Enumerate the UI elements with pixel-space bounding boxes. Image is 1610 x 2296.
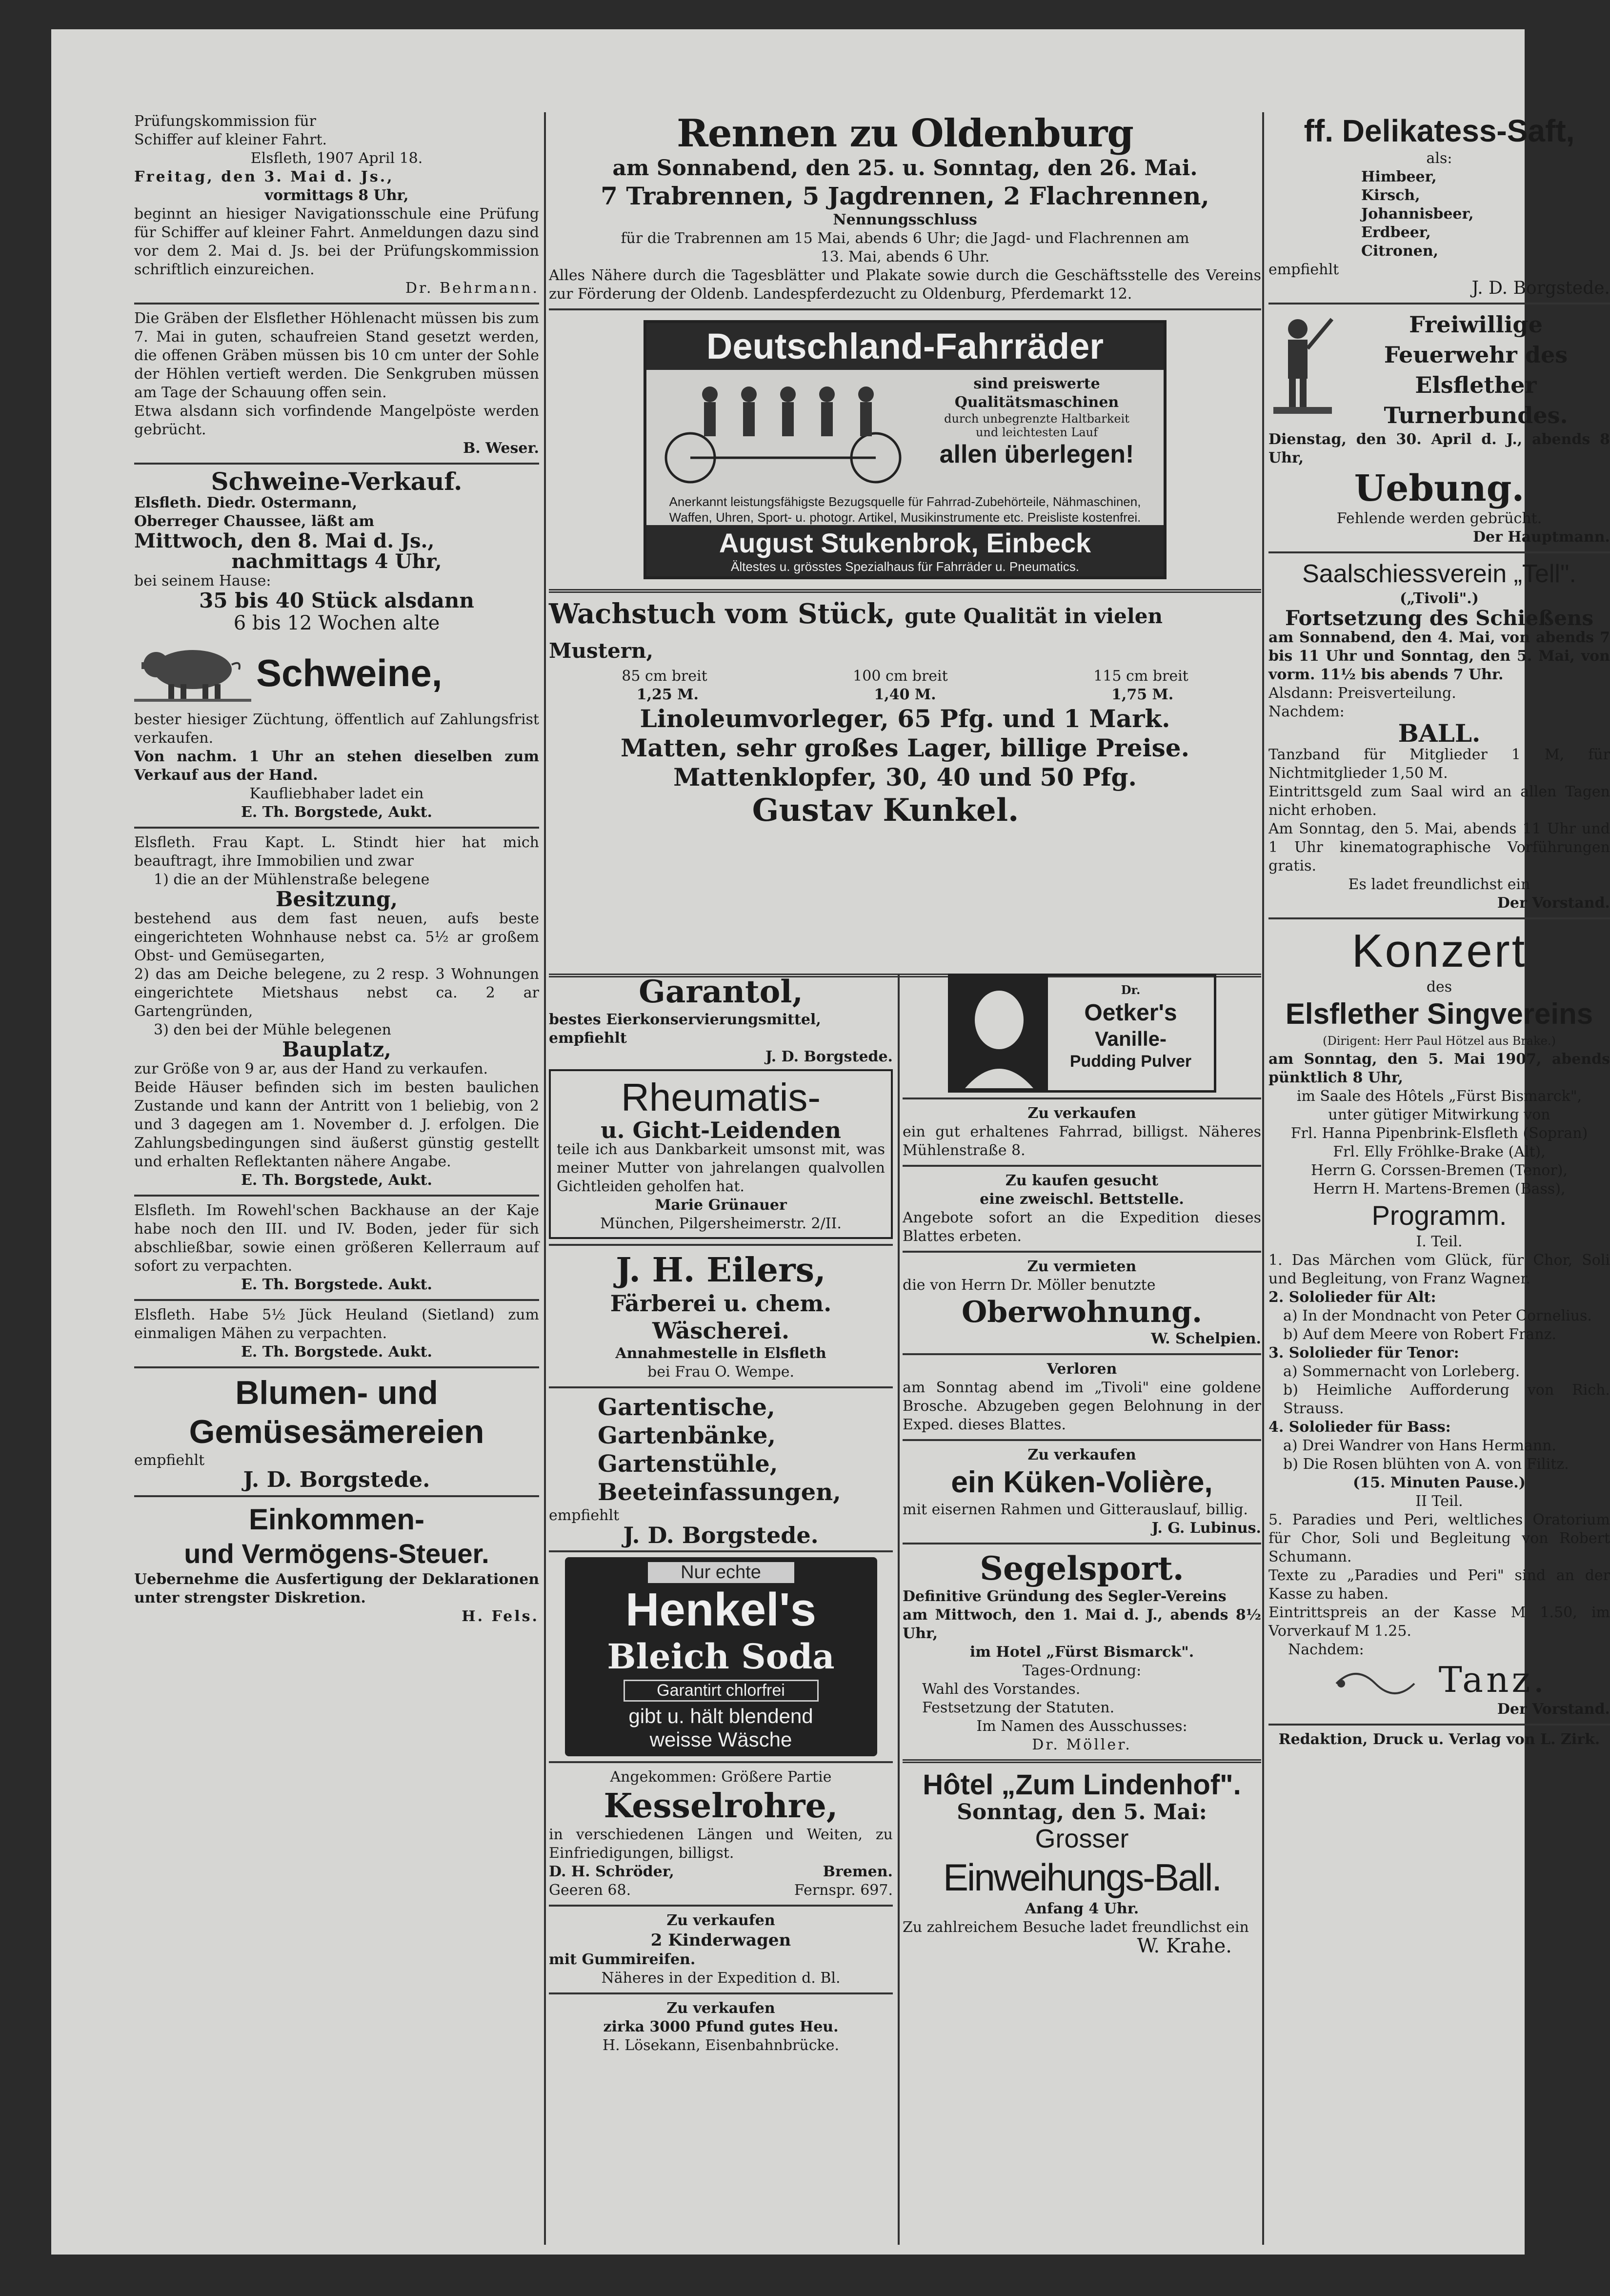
program-item: a) Drei Wandrer von Hans Hermann. bbox=[1283, 1437, 1556, 1454]
signature: J. G. Lubinus. bbox=[1151, 1520, 1261, 1537]
signature: J. D. Borgstede. bbox=[623, 1522, 819, 1548]
divider bbox=[549, 1761, 893, 1763]
graeben-notice bbox=[134, 309, 539, 458]
column-middle-left bbox=[549, 974, 893, 2245]
ad-title: Gemüsesämereien bbox=[189, 1413, 484, 1450]
divider bbox=[549, 1550, 893, 1552]
divider bbox=[903, 1439, 1261, 1441]
signature: J. D. Borgstede. bbox=[765, 1048, 893, 1065]
program-item: a) In der Mondnacht von Peter Cornelius. bbox=[1283, 1307, 1592, 1324]
time: nachmittags 4 Uhr, bbox=[231, 550, 442, 573]
performer: Herrn H. Martens-Bremen (Bass), bbox=[1313, 1180, 1566, 1198]
rennen-ad bbox=[549, 112, 1261, 304]
newspaper-page bbox=[51, 29, 1610, 2255]
ad-title: ein Küken-Volière, bbox=[951, 1465, 1213, 1499]
product-name: Pudding Pulver bbox=[1069, 1052, 1192, 1071]
performer: Frl. Hanna Pipenbrink-Elsfleth (Sopran) bbox=[1290, 1125, 1588, 1142]
column-rule bbox=[1262, 112, 1264, 2245]
date: Sonntag, den 5. Mai: bbox=[957, 1800, 1207, 1825]
body-text: bestes Eierkonservierungsmittel, empfiehlt bbox=[549, 1011, 821, 1047]
brosche-ad bbox=[903, 1360, 1261, 1434]
signature: Dr. Behrmann. bbox=[405, 280, 539, 297]
signature: W. Krahe. bbox=[1137, 1935, 1232, 1957]
heu-ad bbox=[549, 1999, 893, 2055]
program-item: 4. Sololieder für Bass: bbox=[1268, 1419, 1451, 1436]
text-line: Angekommen: Größere Partie bbox=[610, 1768, 832, 1786]
divider bbox=[1268, 1724, 1610, 1726]
ad-top-label: Nur echte bbox=[648, 1562, 794, 1583]
divider bbox=[549, 589, 1261, 593]
list-item: Kirsch, bbox=[1361, 187, 1420, 204]
signature: W. Schelpien. bbox=[1151, 1330, 1261, 1347]
claim: gibt u. hält blendend bbox=[628, 1705, 813, 1727]
body-text: Beide Häuser befinden sich im besten baulichen Zustande und kann der Antritt von 1 beliebig, von 2 und 3 dagegen am 1. November d. J. erfolgen. Die Zahlungsbedingungen sind äußerst günstig gestellt und erhalten Reflektanten nähere Angabe. bbox=[134, 1079, 539, 1170]
signature: H. Lösekann, Eisenbahnbrücke. bbox=[603, 2037, 839, 2054]
offer-line: Linoleumvorleger, 65 Pfg. und 1 Mark. bbox=[640, 704, 1170, 733]
divider bbox=[1268, 551, 1610, 553]
divider bbox=[549, 1244, 893, 1246]
divider bbox=[134, 303, 539, 305]
address: München, Pilgersheimerstr. 2/II. bbox=[600, 1215, 842, 1232]
text-line: Grosser bbox=[1035, 1824, 1129, 1853]
body-text: teile ich aus Dankbarkeit umsonst mit, was meiner Mutter von jahrelangen qualvollen Gichtleiden geholfen hat. bbox=[557, 1141, 885, 1195]
text-line: Annahmestelle in Elsfleth bbox=[615, 1345, 826, 1362]
list-item: 1) die an der Mühlenstraße belegene bbox=[154, 871, 430, 888]
ad-headline: Tanz. bbox=[1438, 1659, 1548, 1700]
performer: Frl. Elly Fröhlke-Brake (Alt), bbox=[1333, 1143, 1546, 1160]
invite: Es ladet freundlichst ein bbox=[1348, 876, 1530, 893]
pruefung-notice bbox=[134, 112, 539, 298]
ad-title: Deutschland-Fahrräder bbox=[706, 326, 1104, 366]
program-item: 3. Sololieder für Tenor: bbox=[1268, 1344, 1459, 1361]
divider bbox=[549, 1905, 893, 1907]
body-text: Elsfleth. Habe 5½ Jück Heuland (Sietland) zum einmaligen Mähen zu verpachten. bbox=[134, 1306, 539, 1342]
fahrrad-verkauf-ad bbox=[903, 1104, 1261, 1160]
pig-icon bbox=[134, 635, 251, 711]
ad-title: Oberwohnung. bbox=[961, 1295, 1202, 1329]
text-line: die von Herrn Dr. Möller benutzte bbox=[903, 1277, 1156, 1294]
ad-title: Saalschiessverein „Tell". bbox=[1302, 560, 1576, 588]
body-text: Am Sonntag, den 5. Mai, abends 11 Uhr und 1 Uhr kinematographische Vorführungen gratis. bbox=[1268, 820, 1610, 874]
text-line: Fehlende werden gebrücht. bbox=[1336, 510, 1542, 527]
program-item: 2. Sololieder für Alt: bbox=[1268, 1289, 1436, 1306]
list-item: Festsetzung der Statuten. bbox=[922, 1699, 1115, 1716]
text-line: Nachdem: bbox=[1288, 1641, 1364, 1658]
body-text: in verschiedenen Längen und Weiten, zu Einfriedigungen, billigst. bbox=[549, 1826, 893, 1862]
ad-title: Konzert bbox=[1351, 925, 1527, 977]
name: Marie Grünauer bbox=[655, 1197, 787, 1214]
ad-headline: Einweihungs-Ball. bbox=[943, 1856, 1221, 1899]
feuerwehr-ad bbox=[1268, 309, 1610, 547]
body-text: Elsfleth. Frau Kapt. L. Stindt hier hat mich beauftragt, ihre Immobilien und zwar bbox=[134, 834, 539, 870]
list-item: Gartenstühle, bbox=[598, 1450, 778, 1478]
dates: am Sonnabend, den 25. u. Sonntag, den 26. Mai. bbox=[612, 156, 1198, 181]
signature: E. Th. Borgstede, Aukt. bbox=[241, 804, 432, 821]
body-text: Angebote sofort an die Expedition dieses Blattes erbeten. bbox=[903, 1209, 1261, 1245]
tell-ad bbox=[1268, 558, 1610, 913]
ad-head: Zu verkaufen bbox=[1027, 1105, 1136, 1122]
text-line: Prüfungskommission für bbox=[134, 113, 316, 130]
body-text: für die Trabrennen am 15 Mai, abends 6 Uhr; die Jagd- und Flachrennen am 13. Mai, abends 6 Uhr. bbox=[621, 230, 1189, 265]
divider bbox=[549, 1386, 893, 1388]
ad-subtitle: gute Qualität in vielen Mustern, bbox=[549, 604, 1163, 663]
price: 1,40 M. bbox=[874, 686, 936, 703]
divider bbox=[134, 1195, 539, 1197]
ad-title: Freiwillige Feuerwehr des Elsflether Turnerbundes. bbox=[1384, 311, 1568, 428]
ad-title: J. H. Eilers, bbox=[616, 1251, 826, 1290]
body-text: am Sonnabend, den 4. Mai, von abends 7 bis 11 Uhr und Sonntag, den 5. Mai, von vorm. 11½ bis abends 7 Uhr. bbox=[1268, 629, 1610, 683]
wachstuch-ad bbox=[549, 598, 1261, 829]
bicycle-icon bbox=[651, 375, 915, 489]
divider bbox=[903, 1165, 1261, 1167]
ad-headline: Bauplatz, bbox=[282, 1037, 391, 1061]
subheading: II Teil. bbox=[1415, 1493, 1463, 1510]
ad-title: Garantol, bbox=[639, 974, 803, 1010]
text-line: Dr. bbox=[1121, 983, 1141, 997]
ad-subtitle: u. Gicht-Leidenden bbox=[601, 1117, 841, 1143]
body-text: Tanzband für Mitglieder 1 M, für Nichtmitglieder 1,50 M. bbox=[1268, 746, 1610, 782]
text-line: sind preiswerte bbox=[973, 375, 1100, 392]
voliere-ad bbox=[903, 1446, 1261, 1538]
column-middle-right bbox=[903, 974, 1261, 2245]
divider bbox=[903, 1251, 1261, 1253]
ad-title: Einkommen- bbox=[248, 1503, 425, 1536]
text-line: Nachdem: bbox=[1268, 703, 1345, 720]
text-line: (15. Minuten Pause.) bbox=[1353, 1474, 1526, 1491]
ad-title: ff. Delikatess-Saft, bbox=[1304, 113, 1575, 148]
city: Bremen. bbox=[823, 1863, 893, 1880]
ad-headline: Uebung. bbox=[1354, 467, 1525, 509]
konzert-ad bbox=[1268, 924, 1610, 1719]
product-name: Bleich Soda bbox=[607, 1636, 835, 1677]
list-item: Wahl des Vorstandes. bbox=[922, 1681, 1081, 1698]
width-row bbox=[549, 667, 1261, 686]
body-text: am Sonntag abend im „Tivoli" eine goldene Brosche. Abzugeben gegen Belohnung in der Exped. dieses Blattes. bbox=[903, 1379, 1261, 1433]
ad-head: Zu verkaufen bbox=[666, 2000, 775, 2017]
text-line: Fortsetzung des Schießens bbox=[1285, 606, 1594, 630]
program-item: b) Heimliche Aufforderung von Rich. Strauss. bbox=[1283, 1382, 1610, 1417]
divider bbox=[134, 1366, 539, 1368]
text-line: als: bbox=[1426, 150, 1452, 167]
firm-name: August Stukenbrok, Einbeck bbox=[719, 528, 1091, 558]
fireman-icon bbox=[1268, 309, 1337, 430]
list-item: Citronen, bbox=[1361, 243, 1439, 260]
price-row bbox=[549, 686, 1261, 704]
text-line: Schiffer auf kleiner Fahrt. bbox=[134, 131, 327, 148]
text-line: eine zweischl. Bettstelle. bbox=[980, 1191, 1184, 1208]
divider bbox=[903, 1759, 1261, 1763]
text-line: bei Frau O. Wempe. bbox=[647, 1363, 794, 1381]
body-text: Anerkannt leistungsfähigste Bezugsquelle für Fahrrad-Zubehörteile, Nähmaschinen, Waffen, Uhren, Sport- u. photogr. Artikel, Musikinstrumente etc. Preisliste kostenfrei. bbox=[669, 494, 1141, 525]
ad-headline: Besitzung, bbox=[275, 887, 398, 911]
ad-title: Rheumatis- bbox=[621, 1076, 821, 1119]
ad-title: Blumen- und bbox=[235, 1374, 438, 1411]
signature: Der Vorstand. bbox=[1497, 1701, 1610, 1718]
divider bbox=[134, 827, 539, 829]
pig-row bbox=[134, 635, 539, 711]
backhaus-ad bbox=[134, 1201, 539, 1294]
dateline: Elsfleth, 1907 April 18. bbox=[250, 150, 423, 167]
blumen-ad bbox=[134, 1373, 539, 1490]
ornament-icon bbox=[1331, 1664, 1429, 1695]
ad-title: 2 Kinderwagen bbox=[650, 1930, 791, 1950]
text-line: bei seinem Hause: bbox=[134, 572, 271, 589]
list-item: Gartentische, bbox=[598, 1394, 775, 1421]
text-line: und leichtesten Lauf bbox=[975, 426, 1098, 439]
subheading: Nennungsschluss bbox=[833, 211, 977, 228]
subheading: („Tivoli".) bbox=[1400, 590, 1479, 607]
invite: Zu zahlreichem Besuche ladet freundlichst ein bbox=[903, 1919, 1249, 1936]
signature: B. Weser. bbox=[463, 440, 539, 457]
ad-title: Segelsport. bbox=[980, 1549, 1184, 1587]
signature: Dr. Möller. bbox=[1032, 1736, 1132, 1753]
signature: Der Vorstand. bbox=[1497, 894, 1610, 912]
kessel-ad bbox=[549, 1768, 893, 1900]
body-text: Von nachm. 1 Uhr an stehen dieselben zum Verkauf aus der Hand. bbox=[134, 748, 539, 784]
signature: Der Hauptmann. bbox=[1472, 528, 1610, 546]
body-text: beginnt an hiesiger Navigationsschule eine Prüfung für Schiffer auf kleiner Fahrt. Anmeldungen dazu sind vor dem 2. Mai d. Js. bei der Prüfungskommission schriftlich einzureichen. bbox=[134, 205, 539, 278]
ad-title: Wachstuch vom Stück, bbox=[549, 598, 895, 630]
signature: J. D. Borgstede. bbox=[243, 1467, 430, 1492]
heuland-ad bbox=[134, 1306, 539, 1361]
firm-name: D. H. Schröder, bbox=[549, 1863, 674, 1880]
date: am Sonntag, den 5. Mai 1907, abends pünktlich 8 Uhr, bbox=[1268, 1051, 1610, 1086]
ad-head: Zu verkaufen bbox=[666, 1912, 775, 1929]
ad-head: Verloren bbox=[1046, 1361, 1117, 1378]
text-line: Elsfleth. Diedr. Ostermann, bbox=[134, 494, 358, 511]
oberwohnung-ad bbox=[903, 1258, 1261, 1348]
width-label: 100 cm breit bbox=[853, 668, 948, 685]
body-text: Texte zu „Paradies und Peri" sind an der Kasse zu haben. bbox=[1268, 1567, 1610, 1603]
text-line: empfiehlt bbox=[549, 1507, 620, 1524]
subheading: I. Teil. bbox=[1416, 1233, 1463, 1250]
column-right bbox=[1268, 112, 1610, 2245]
body-text: bester hiesiger Züchtung, öffentlich auf Zahlungsfrist verkaufen. bbox=[134, 711, 539, 747]
place: im Hotel „Fürst Bismarck". bbox=[969, 1644, 1194, 1661]
races: 7 Trabrennen, 5 Jagdrennen, 2 Flachrennen, bbox=[601, 182, 1209, 210]
date: Dienstag, den 30. April d. J., abends 8 Uhr, bbox=[1268, 431, 1610, 467]
date: Freitag, den 3. Mai d. Js., bbox=[134, 168, 394, 185]
portrait-icon bbox=[950, 976, 1048, 1090]
text-line: unter gütiger Mitwirkung von bbox=[1328, 1106, 1550, 1123]
body-text: Definitive Gründung des Segler-Vereins bbox=[903, 1588, 1227, 1605]
guarantee: Garantirt chlorfrei bbox=[624, 1680, 819, 1702]
body-text: Die Gräben der Elsflether Höhlenacht müssen bis zum 7. Mai in guten, schaufreien Stand gesetzt werden, die offenen Gräben müssen bis 10 cm unter der Sohle der Höhlen vertieft werden. Die Senkgruben müssen am Tage der Schauung offen sein. bbox=[134, 310, 539, 401]
body-text: Etwa alsdann sich vorfindende Mangelpöste werden gebrücht. bbox=[134, 403, 539, 438]
text-line: durch unbegrenzte Haltbarkeit bbox=[944, 412, 1129, 426]
signature: E. Th. Borgstede. Aukt. bbox=[241, 1276, 432, 1293]
saft-ad bbox=[1268, 112, 1610, 298]
text-line: (Dirigent: Herr Paul Hötzel aus Brake.) bbox=[1323, 1034, 1556, 1048]
text-line: empfiehlt bbox=[1268, 261, 1339, 278]
body-text: Eintrittspreis an der Kasse M 1.50, im Vorverkauf M 1.25. bbox=[1268, 1604, 1610, 1640]
text-line: Im Namen des Ausschusses: bbox=[976, 1718, 1187, 1735]
program-item: 1. Das Märchen vom Glück, für Chor, Soli und Begleitung, von Franz Wagner. bbox=[1268, 1252, 1610, 1287]
divider bbox=[903, 1353, 1261, 1355]
product-name: Vanille- bbox=[1094, 1027, 1167, 1050]
divider bbox=[903, 1097, 1261, 1099]
column-rule bbox=[898, 974, 900, 2245]
divider bbox=[549, 308, 1261, 310]
text-line: Qualitätsmaschinen bbox=[954, 394, 1119, 411]
ad-title: Schweine-Verkauf. bbox=[211, 467, 463, 496]
ad-title: und Vermögens-Steuer. bbox=[184, 1538, 489, 1569]
program-heading: Programm. bbox=[1371, 1200, 1507, 1231]
imprint: Redaktion, Druck u. Verlag von L. Zirk. bbox=[1278, 1731, 1600, 1748]
body-text: bestehend aus dem fast neuen, aufs beste eingerichteten Wohnhause nebst ca. 5½ ar großem Obst- und Gemüsegarten, bbox=[134, 910, 539, 964]
claim: allen überlegen! bbox=[939, 440, 1134, 468]
ad-title: Elsflether Singvereins bbox=[1285, 997, 1593, 1030]
list-item: Himbeer, bbox=[1361, 168, 1437, 185]
text-line: des bbox=[1426, 978, 1452, 996]
eilers-ad bbox=[549, 1251, 893, 1382]
list-item: Erdbeer, bbox=[1361, 224, 1431, 241]
steuer-ad bbox=[134, 1502, 539, 1626]
column-rule bbox=[544, 112, 546, 2245]
tagline: Ältestes u. grösstes Spezialhaus für Fahrräder u. Pneumatics. bbox=[731, 559, 1079, 574]
width-label: 85 cm breit bbox=[622, 668, 707, 685]
signature: Gustav Kunkel. bbox=[752, 792, 1019, 829]
body-text: ein gut erhaltenes Fahrrad, billigst. Näheres Mühlenstraße 8. bbox=[903, 1123, 1261, 1159]
list-item: Gartenbänke, bbox=[598, 1422, 776, 1449]
text-line: mit Gummireifen. bbox=[549, 1951, 696, 1968]
brand-name: Henkel's bbox=[625, 1584, 817, 1636]
subheading: Tages-Ordnung: bbox=[1022, 1662, 1142, 1679]
phone: Fernspr. 697. bbox=[794, 1882, 893, 1899]
body-text: Elsfleth. Im Rowehl'schen Backhause an der Kaje habe noch den III. und IV. Boden, jeder für sich abschließbar, sowie einen größeren Kellerraum auf sofort zu verpachten. bbox=[134, 1202, 539, 1275]
signature: J. D. Borgstede. bbox=[1471, 278, 1610, 298]
signature: E. Th. Borgstede, Aukt. bbox=[241, 1172, 432, 1189]
ad-headline: BALL. bbox=[1398, 719, 1481, 748]
oetker-ad bbox=[948, 974, 1216, 1093]
date: am Mittwoch, den 1. Mai d. J., abends 8½ Uhr, bbox=[903, 1606, 1261, 1642]
ad-title: Kesselrohre, bbox=[604, 1787, 838, 1826]
lindenhof-ad bbox=[903, 1768, 1261, 1955]
program-item: b) Auf dem Meere von Robert Franz. bbox=[1283, 1326, 1556, 1343]
divider bbox=[549, 1992, 893, 1994]
width-label: 115 cm breit bbox=[1093, 668, 1188, 685]
ad-title: Rennen zu Oldenburg bbox=[677, 111, 1133, 156]
body-text: Alles Nähere durch die Tagesblätter und Plakate sowie durch die Geschäftsstelle des Vereins zur Förderung der Oldenb. Landespferdezucht zu Oldenburg, Pferdemarkt 12. bbox=[549, 267, 1261, 303]
ad-head: Zu kaufen gesucht bbox=[1005, 1172, 1159, 1189]
claim: weisse Wäsche bbox=[649, 1728, 792, 1751]
kinderwagen-ad bbox=[549, 1911, 893, 1988]
ad-headline: Schweine, bbox=[256, 651, 443, 694]
performer: Herrn G. Corssen-Bremen (Tenor), bbox=[1310, 1162, 1568, 1179]
divider bbox=[903, 1543, 1261, 1544]
column-left bbox=[134, 112, 539, 2245]
ad-subtitle: Färberei u. chem. Wäscherei. bbox=[610, 1290, 832, 1344]
divider bbox=[1268, 917, 1610, 919]
text-line: empfiehlt bbox=[134, 1452, 205, 1469]
program-item: 5. Paradies und Peri, weltliches Oratorium für Chor, Soli und Begleitung von Robert Schumann. bbox=[1268, 1511, 1610, 1565]
rheuma-ad bbox=[549, 1069, 893, 1239]
divider bbox=[1268, 303, 1610, 305]
column-middle bbox=[549, 112, 1261, 969]
segel-ad bbox=[903, 1549, 1261, 1754]
henkel-ad bbox=[565, 1557, 877, 1756]
ad-title: Hôtel „Zum Lindenhof". bbox=[923, 1769, 1241, 1801]
body-text: Eintrittsgeld zum Saal wird an allen Tagen nicht erhoben. bbox=[1268, 783, 1610, 819]
list-item: Beeteinfassungen, bbox=[598, 1479, 841, 1506]
schweine-ad bbox=[134, 469, 539, 822]
divider bbox=[134, 463, 539, 465]
stindt-ad bbox=[134, 833, 539, 1190]
ad-head: Zu vermieten bbox=[1027, 1258, 1137, 1275]
bettstelle-ad bbox=[903, 1172, 1261, 1246]
list-item: Johannisbeer, bbox=[1361, 205, 1474, 223]
garten-ad bbox=[549, 1393, 893, 1548]
garantol-ad bbox=[549, 974, 893, 1066]
price: 1,25 M. bbox=[636, 686, 699, 703]
divider bbox=[134, 1495, 539, 1497]
street: Geeren 68. bbox=[549, 1882, 631, 1899]
body-text: mit eisernen Rahmen und Gitterauslauf, billig. bbox=[903, 1501, 1248, 1518]
text-line: zirka 3000 Pfund gutes Heu. bbox=[603, 2018, 839, 2035]
offer-line: Mattenklopfer, 30, 40 und 50 Pfg. bbox=[673, 763, 1137, 792]
signature: H. Fels. bbox=[462, 1608, 539, 1625]
price: 1,75 M. bbox=[1111, 686, 1174, 703]
program-item: b) Die Rosen blühten von A. von Filitz. bbox=[1283, 1456, 1569, 1473]
offer-line: Matten, sehr großes Lager, billige Preise. bbox=[620, 733, 1190, 762]
time: vormittags 8 Uhr, bbox=[264, 187, 409, 204]
date: Mittwoch, den 8. Mai d. Js., bbox=[134, 529, 435, 552]
invite: Kaufliebhaber ladet ein bbox=[249, 785, 424, 802]
age: 6 bis 12 Wochen alte bbox=[233, 612, 440, 634]
fahrrad-ad bbox=[644, 320, 1167, 579]
list-item: 2) das am Deiche belegene, zu 2 resp. 3 Wohnungen eingerichtete Mietshaus nebst ca. 2 ar Gartengründen, bbox=[134, 966, 539, 1020]
signature: E. Th. Borgstede. Aukt. bbox=[241, 1343, 432, 1361]
text-line: Alsdann: Preisverteilung. bbox=[1268, 685, 1456, 702]
text-line: Näheres in der Expedition d. Bl. bbox=[601, 1970, 841, 1987]
body-text: Uebernehme die Ausfertigung der Deklarationen unter strengster Diskretion. bbox=[134, 1571, 539, 1606]
text-line: Oberreger Chaussee, läßt am bbox=[134, 513, 375, 530]
ad-head: Zu verkaufen bbox=[1027, 1446, 1136, 1463]
list-item: 3) den bei der Mühle belegenen bbox=[154, 1021, 391, 1038]
body-text: zur Größe von 9 ar, aus der Hand zu verkaufen. bbox=[134, 1060, 488, 1077]
place: im Saale des Hôtels „Fürst Bismarck", bbox=[1296, 1088, 1582, 1105]
program-item: a) Sommernacht von Lorleberg. bbox=[1283, 1363, 1520, 1380]
brand-name: Oetker's bbox=[1084, 1000, 1177, 1026]
divider bbox=[134, 1299, 539, 1301]
time: Anfang 4 Uhr. bbox=[1025, 1900, 1139, 1917]
count: 35 bis 40 Stück alsdann bbox=[199, 589, 474, 612]
